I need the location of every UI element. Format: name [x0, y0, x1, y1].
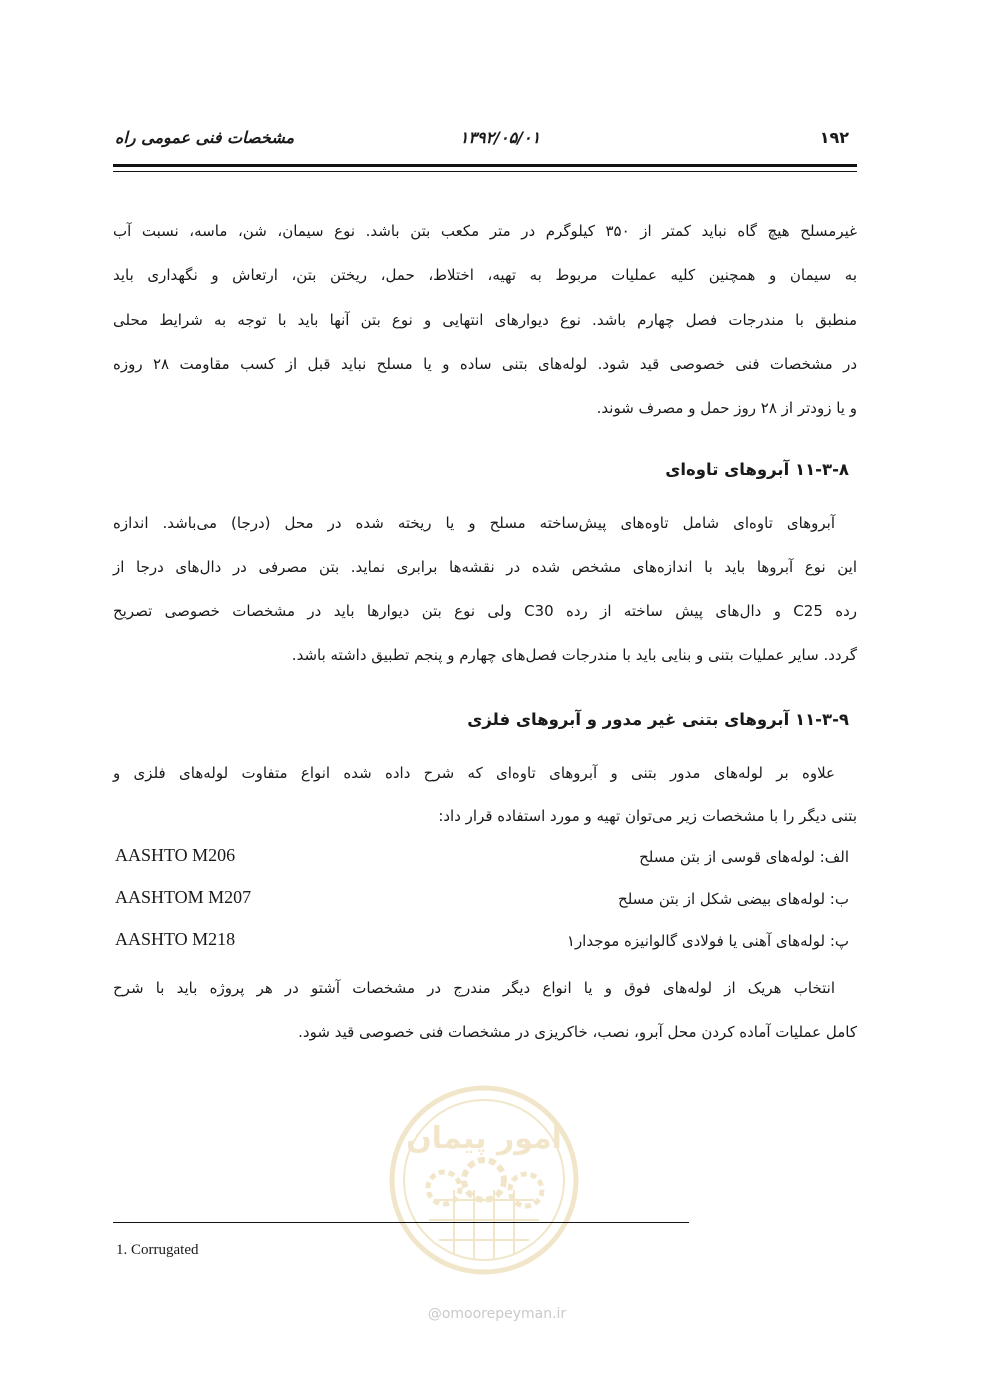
- spec-item-standard: AASHTO M218: [115, 929, 236, 949]
- paragraph-line: غیرمسلح هیچ گاه نباید کمتر از ۳۵۰ کیلوگرم در متر مکعب بتن باشد. نوع سیمان، شن، ماسه، نسبت آب: [113, 222, 857, 240]
- spec-item-standard: AASHTOM M207: [115, 887, 252, 907]
- spec-item-standard: AASHTO M206: [115, 845, 236, 865]
- paragraph-line: رده C25 و دال‌های پیش ساخته از رده C30 ولی نوع بتن دیوارها باید در مشخصات خصوصی تصریح: [113, 602, 857, 620]
- watermark-logo-text: امور پیمان: [406, 1121, 562, 1156]
- paragraph-line: انتخاب هریک از لوله‌های فوق و یا انواع دیگر مندرج در مشخصات آشتو در هر پروژه باید با شرح: [113, 979, 835, 997]
- header-rule-thick: [113, 164, 857, 167]
- paragraph-line: این نوع آبروها باید با اندازه‌های مشخص شده در نقشه‌ها برابری نماید. بتن مصرفی در دال‌های درجا از: [113, 558, 857, 576]
- header-rule-thin: [113, 171, 857, 172]
- paragraph-line: منطبق با مندرجات فصل چهارم باشد. نوع دیوارهای انتهایی و نوع بتن آنها باید با توجه به شرایط محلی: [113, 311, 857, 329]
- document-title: مشخصات فنی عمومی راه: [115, 128, 295, 147]
- page-number: ۱۹۲: [819, 128, 849, 147]
- paragraph-line: بتنی دیگر را با مشخصات زیر می‌توان تهیه و مورد استفاده قرار داد:: [438, 807, 857, 825]
- footnote-rule: [113, 1222, 689, 1223]
- paragraph-line: علاوه بر لوله‌های مدور بتنی و آبروهای تاوه‌ای که شرح داده شده انواع متفاوت لوله‌های فلزی و: [113, 764, 835, 782]
- spec-item-label: پ: لوله‌های آهنی یا فولادی گالوانیزه موجدار۱: [566, 932, 849, 950]
- footnote: 1. Corrugated: [116, 1242, 199, 1258]
- watermark-url: @omoorepeyman.ir: [427, 1306, 567, 1322]
- paragraph-line: و یا زودتر از ۲۸ روز حمل و مصرف شوند.: [596, 399, 857, 417]
- paragraph-line: آبروهای تاوه‌ای شامل تاوه‌های پیش‌ساخته مسلح و یا ریخته شده در محل (درجا) می‌باشد. اندازه: [113, 514, 835, 532]
- paragraph-line: به سیمان و همچنین کلیه عملیات مربوط به تهیه، اختلاط، حمل، ریختن بتن، ارتعاش و نگهداری باید: [113, 266, 857, 284]
- section-heading: ۱۱-۳-۹ آبروهای بتنی غیر مدور و آبروهای فلزی: [467, 710, 849, 729]
- spec-item-label: ب: لوله‌های بیضی شکل از بتن مسلح: [618, 890, 849, 908]
- paragraph-line: در مشخصات فنی خصوصی قید شود. لوله‌های بتنی ساده و یا مسلح نباید قبل از کسب مقاومت ۲۸ روزه: [113, 355, 858, 373]
- watermark-logo: [384, 1080, 584, 1280]
- header-date: ۱۳۹۲/۰۵/۰۱: [459, 128, 541, 147]
- paragraph-line: گردد. سایر عملیات بتنی و بنایی باید با مندرجات فصل‌های چهارم و پنجم تطبیق داشته باشد.: [291, 646, 857, 664]
- section-heading: ۱۱-۳-۸ آبروهای تاوه‌ای: [665, 460, 849, 479]
- spec-item-label: الف: لوله‌های قوسی از بتن مسلح: [639, 848, 849, 866]
- paragraph-line: کامل عملیات آماده کردن محل آبرو، نصب، خاکریزی در مشخصات فنی خصوصی قید شود.: [298, 1023, 857, 1041]
